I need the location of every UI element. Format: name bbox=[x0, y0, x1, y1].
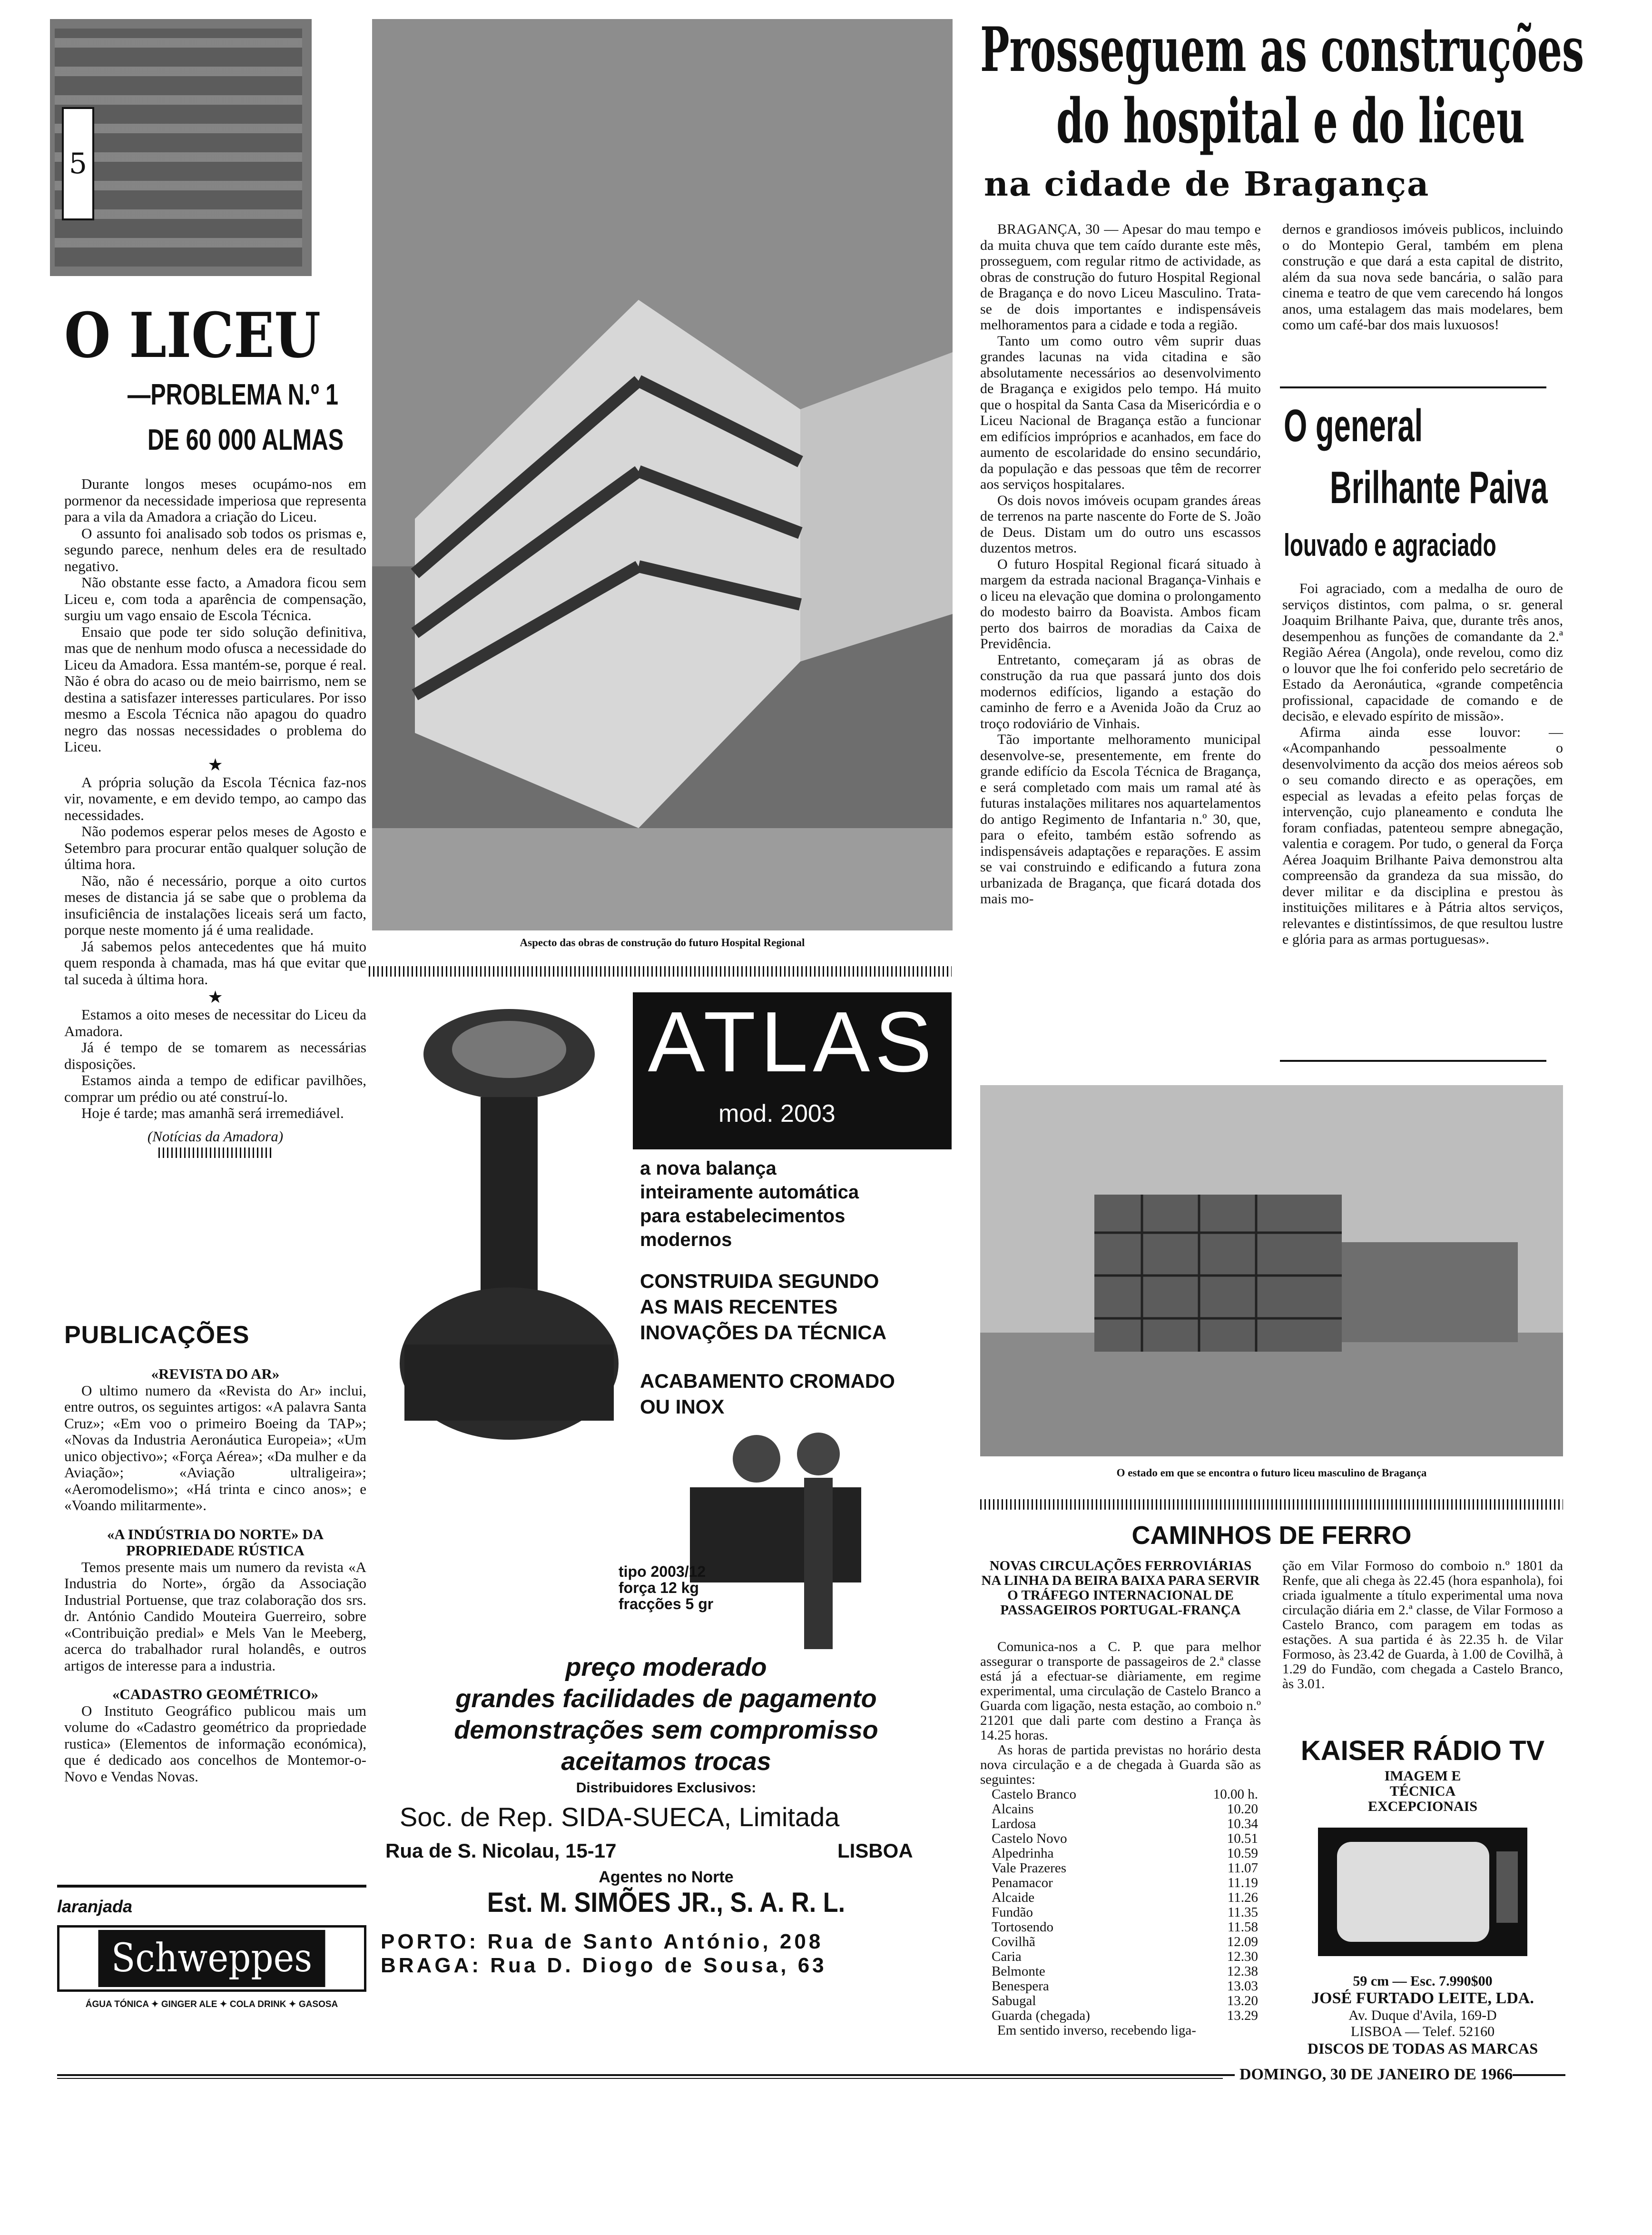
paragraph: BRAGANÇA, 30 — Apesar do mau tempo e da muita chuva que tem caído durante este mês, prosseguem, com regular ritmo de actividade, as obras de construção do futuro Hospital Regional de Bragança e do novo Liceu Masculino. Trata-se de dois importantes e indispensáveis melhoramentos para a cidade e toda a região. bbox=[980, 221, 1261, 333]
paragraph: O futuro Hospital Regional ficará situado à margem da estrada nacional Bragança-Vinhais e o liceu na elevação que domina o prolongamento do modesto bairro da Boavista. Ambos ficam perto dos bairros de moradias da Caixa de Previdência. bbox=[980, 556, 1261, 652]
liceu-subtitle-1: —PROBLEMA N.º 1 bbox=[128, 378, 339, 411]
schedule-row bbox=[992, 1787, 1258, 1802]
publicacoes-items bbox=[64, 1366, 366, 1785]
atlas-lines-1: a nova balança inteiramente automática para estabelecimentos modernos bbox=[640, 1158, 859, 1250]
departure-time: 11.26 bbox=[1227, 1890, 1258, 1905]
station-name: Castelo Novo bbox=[992, 1831, 1067, 1846]
departure-time: 10.20 bbox=[1227, 1801, 1258, 1817]
kaiser-dealer: JOSÉ FURTADO LEITE, LDA. bbox=[1311, 1989, 1534, 2007]
schweppes-ad bbox=[57, 1897, 366, 2058]
paragraph: Tanto um como outro vêm suprir duas grandes lacunas na vida citadina e são absolutamente necessários ao desenvolvimento de Bragança e exigidos pelo tempo. Há muito que o hospital da Santa Casa da Misericórdia e o Liceu Nacional de Bragança estão a funcionar em edifícios impróprios e acanhados, em face do aumento de escolaridade do ensino secundário, da população e das pessoas que têm de recorrer aos serviços hospitalares. bbox=[980, 333, 1261, 492]
general-title-3: louvado e agraciado bbox=[1284, 527, 1496, 563]
paragraph: O assunto foi analisado sob todos os prismas e, segundo parece, nenhum deles era de resultado negativo. bbox=[64, 524, 366, 574]
schedule-row bbox=[992, 1994, 1258, 2008]
kaiser-ad bbox=[1282, 1735, 1563, 2057]
schweppes-logo: Schweppes bbox=[98, 1930, 325, 1987]
schweppes-top-word: laranjada bbox=[57, 1897, 133, 1916]
hospital-photo bbox=[372, 19, 953, 930]
schedule-row bbox=[992, 1935, 1258, 1949]
departure-time: 11.58 bbox=[1227, 1919, 1258, 1935]
masthead-fragment: 5 bbox=[50, 19, 312, 276]
departure-time: 13.29 bbox=[1227, 2008, 1258, 2023]
star-divider: ★ bbox=[207, 988, 223, 1007]
departure-time: 12.30 bbox=[1227, 1949, 1258, 1964]
scale-illustration bbox=[390, 1002, 628, 1478]
kaiser-sub: IMAGEM E TÉCNICA EXCEPCIONAIS bbox=[1367, 1768, 1478, 1814]
paragraph: Comunica-nos a C. P. que para melhor assegurar o transporte de passageiros de 2.ª classe está já a efectuar-se diàriamente, em regime experimental, uma circulação de Castelo Branco a Guarda com ligação, nesta estação, ao comboio n.º 21201 que dali parte com destino a França às 14.25 horas. bbox=[980, 1639, 1261, 1743]
paragraph: Hoje é tarde; mas amanhã será irremediável. bbox=[81, 1105, 344, 1121]
schedule-row bbox=[992, 1949, 1258, 1964]
general-article bbox=[1282, 581, 1563, 948]
departure-time: 10.51 bbox=[1227, 1831, 1258, 1846]
schedule-row bbox=[992, 1890, 1258, 1905]
station-name: Penamacor bbox=[992, 1875, 1053, 1890]
paragraph: A própria solução da Escola Técnica faz-nos vir, novamente, e em devido tempo, ao campo das necessidades. bbox=[64, 773, 366, 823]
paragraph: Estamos ainda a tempo de edificar pavilhões, comprar um prédio ou até construí-lo. bbox=[64, 1072, 366, 1105]
liceu-article-a bbox=[64, 476, 366, 1158]
atlas-distrib-city: LISBOA bbox=[837, 1839, 913, 1862]
station-name: Castelo Branco bbox=[992, 1787, 1076, 1802]
atlas-spec: tipo 2003/12 força 12 kg fracções 5 gr bbox=[619, 1563, 714, 1612]
departure-time: 10.59 bbox=[1227, 1846, 1258, 1861]
caminhos-col1 bbox=[980, 1640, 1261, 2038]
departure-time: 12.38 bbox=[1227, 1964, 1258, 1979]
station-name: Alcaide bbox=[992, 1890, 1035, 1905]
paragraph: Entretanto, começaram já as obras de construção da rua que passará junto dos dois modernos edifícios, ligando a estação do caminho de ferro e a Avenida João da Cruz ao troço rodoviário de Vinhais. bbox=[980, 652, 1261, 732]
hatch-divider bbox=[369, 966, 952, 977]
station-name: Fundão bbox=[992, 1905, 1033, 1920]
item-heading: «CADASTRO GEOMÉTRICO» bbox=[112, 1686, 319, 1702]
departure-time: 13.03 bbox=[1227, 1978, 1258, 1994]
item-heading: «REVISTA DO AR» bbox=[151, 1365, 280, 1382]
atlas-north: Agentes no Norte Est. M. SIMÕES JR., S. A. R. L. PORTO: Rua de Santo António, 208 BRAGA: Rua D. Diogo de Sousa, 63 bbox=[381, 1868, 846, 1977]
paragraph: ção em Vilar Formoso do comboio n.º 1801 da Renfe, que ali chega às 22.45 (hora espanhola), foi criada igualmente a título experimental uma nova circulação diária em 2.ª classe, de Vilar Formoso a Castelo Branco, com paragem em todas as estações. A sua partida é às 22.35 h. de Vilar Formoso, às 23.42 de Guarda, à 1.00 de Covilhã, à 1.29 do Fundão, com chegada a Castelo Branco, às 3.01. bbox=[1282, 1558, 1563, 1691]
hatch-divider bbox=[980, 1499, 1563, 1510]
star-divider: ★ bbox=[207, 755, 223, 774]
atlas-model: mod. 2003 bbox=[718, 1100, 836, 1127]
atlas-brand: ATLAS bbox=[648, 994, 937, 1090]
kaiser-price: 59 cm — Esc. 7.990$00 bbox=[1353, 1973, 1493, 1989]
liceu-photo bbox=[980, 1085, 1563, 1456]
station-name: Alcains bbox=[992, 1801, 1034, 1817]
atlas-distrib-label: Distribuidores Exclusivos: bbox=[576, 1780, 757, 1796]
paragraph: Não podemos esperar pelos meses de Agosto e Setembro para procurar então qualquer solução de última hora. bbox=[64, 823, 366, 872]
paragraph: Já é tempo de se tomarem as necessárias disposições. bbox=[64, 1039, 366, 1072]
publicacoes-title: PUBLICAÇÕES bbox=[64, 1321, 250, 1349]
paragraph: As horas de partida previstas no horário desta nova circulação e a de chegada à Guarda são as seguintes: bbox=[980, 1742, 1261, 1787]
schedule-row bbox=[992, 1920, 1258, 1935]
paragraph: Tão importante melhoramento municipal desenvolve-se, presentemente, em frente do grande edifício da Escola Técnica de Bragança, e será completado com mais um ramal até às futuras instalações militares nos aquartelamentos do antigo Regimento de Infantaria n.º 30, que, para o efeito, também estão sofrendo as indispensáveis adaptações e reparações. E assim se vai construindo e edificando a futura zona urbanizada de Bragança, que ficará dotada dos mais mo- bbox=[980, 732, 1261, 907]
atlas-distrib-addr: Rua de S. Nicolau, 15-17 bbox=[385, 1839, 617, 1862]
liceu-title: O LICEU bbox=[64, 299, 321, 372]
section-rule bbox=[1280, 1060, 1546, 1062]
building-frame bbox=[1094, 1195, 1342, 1352]
liceu-photo-caption: O estado em que se encontra o futuro liceu masculino de Bragança bbox=[1116, 1467, 1427, 1479]
general-title-2: Brilhante Paiva bbox=[1330, 462, 1548, 513]
atlas-offers: preço moderado grandes facilidades de pagamento demonstrações sem compromisso aceitamos trocas bbox=[454, 1653, 878, 1776]
left-column-rule bbox=[57, 1885, 366, 1888]
station-name: Alpedrinha bbox=[992, 1846, 1054, 1861]
caminhos-title: CAMINHOS DE FERRO bbox=[1131, 1521, 1412, 1550]
atlas-lines-3: ACABAMENTO CROMADO OU INOX bbox=[640, 1370, 895, 1418]
paragraph: Estamos a oito meses de necessitar do Liceu da Amadora. bbox=[64, 1006, 366, 1039]
schedule-row bbox=[992, 1831, 1258, 1846]
bragança-article-col1 bbox=[980, 221, 1261, 907]
headline-line-2: do hospital e do liceu bbox=[1056, 86, 1525, 157]
paragraph: Foi agraciado, com a medalha de ouro de serviços distintos, com palma, o sr. general Joaquim Brilhante Paiva, que, durante três anos, desempenhou as funções de comandante da 2.ª Região Aérea (Angola), onde revelou, como diz o louvor que lhe foi conferido pelo secretário de Estado da Aeronáutica, «grande competência profissional, capacidade de comando e de decisão, e elevado espírito de missão». bbox=[1282, 581, 1563, 724]
paragraph: Os dois novos imóveis ocupam grandes áreas de terrenos na parte nascente do Forte de S. João de Deus. Distam um do outro uns escassos duzentos metros. bbox=[980, 492, 1261, 556]
paragraph: Não obstante esse facto, a Amadora ficou sem Liceu e, com toda a aparência de compensação, surgiu um vago ensaio de Escola Técnica. bbox=[64, 574, 366, 623]
departure-time: 12.09 bbox=[1227, 1934, 1258, 1949]
article-source: (Notícias da Amadora) bbox=[147, 1127, 284, 1145]
schedule-row bbox=[992, 2008, 1258, 2023]
departure-time: 10.00 h. bbox=[1213, 1787, 1258, 1802]
departure-time: 10.34 bbox=[1227, 1816, 1258, 1831]
paragraph: dernos e grandiosos imóveis publicos, incluindo o do Montepio Geral, também em plena construção e que dará a esta capital de distrito, além da sua nova sede bancária, o salão para cinema e teatro de que vem carecendo há longos anos, uma estalagem das mais modelares, bem como um café-bar dos mais luxuosos! bbox=[1282, 221, 1563, 333]
paragraph: Em sentido inverso, recebendo liga- bbox=[997, 2023, 1196, 2038]
atlas-distrib-name: Soc. de Rep. SIDA-SUECA, Limitada bbox=[400, 1802, 840, 1832]
atlas-ad bbox=[381, 992, 952, 1904]
kaiser-city: LISBOA — Telef. 52160 bbox=[1350, 2024, 1495, 2039]
headline-line-3: na cidade de Bragança bbox=[984, 164, 1430, 204]
footer-date: DOMINGO, 30 DE JANEIRO DE 1966 bbox=[1235, 2066, 1513, 2084]
schedule-row bbox=[992, 1876, 1258, 1890]
station-name: Sabugal bbox=[992, 1993, 1036, 2008]
station-name: Belmonte bbox=[992, 1964, 1045, 1979]
section-rule bbox=[1280, 386, 1546, 388]
liceu-subtitle-2: DE 60 000 ALMAS bbox=[148, 424, 344, 456]
footer-rule bbox=[57, 2078, 1223, 2079]
paragraph: Não, não é necessário, porque a oito curtos meses de distancia já se sabe que o problema da insuficiência de instalações liceais será um facto, porque neste momento já é uma realidade. bbox=[64, 872, 366, 938]
headline-line-1: Prosseguem as construções bbox=[980, 14, 1584, 86]
station-name: Caria bbox=[992, 1949, 1022, 1964]
train-schedule bbox=[992, 1787, 1258, 2023]
paragraph: Ensaio que pode ter sido solução definitiva, mas que de nenhum modo ofusca a necessidade do Liceu da Amadora. Essa mantém-se, porque é real. Não é obra do acaso ou de meio bairrismo, nem se destina a satisfazer interesses particulares. Por isso mesmo a Escola Técnica não apagou do quadro negro das nossas necessidades o problema do Liceu. bbox=[64, 623, 366, 755]
item-heading: «A INDÚSTRIA DO NORTE» DA PROPRIEDADE RÚSTICA bbox=[107, 1525, 324, 1559]
station-name: Lardosa bbox=[992, 1816, 1036, 1831]
schedule-row bbox=[992, 1802, 1258, 1817]
shop-counter-illustration bbox=[690, 1425, 861, 1649]
paragraph: O Instituto Geográfico publicou mais um volume do «Cadastro geométrico da propriedade rustica» (Elementos de informação económica), que é dedicado aos concelhos de Montemor-o-Novo e Vendas Novas. bbox=[64, 1702, 366, 1785]
departure-time: 11.19 bbox=[1227, 1875, 1258, 1890]
hospital-photo-caption: Aspecto das obras de construção do futuro Hospital Regional bbox=[520, 937, 805, 949]
paragraph: Já sabemos pelos antecedentes que há muito quem responda à chamada, mas há que evitar que tal suceda à última hora. bbox=[64, 938, 366, 988]
departure-time: 11.35 bbox=[1227, 1905, 1258, 1920]
schweppes-tagline: ÁGUA TÓNICA ✦ GINGER ALE ✦ COLA DRINK ✦ GASOSA bbox=[85, 1999, 338, 2009]
paragraph: Durante longos meses ocupámo-nos em pormenor da necessidade imperiosa que representa para a vila da Amadora a criação do Liceu. bbox=[64, 475, 366, 525]
schedule-row bbox=[992, 1846, 1258, 1861]
station-name: Benespera bbox=[992, 1978, 1049, 1994]
paragraph: Afirma ainda esse louvor: — «Acompanhando pessoalmente o desenvolvimento da acção dos meios aéreos sob o seu comando directo e as operações, em especial as levadas a efeito pelas forças de intervenção, cujo planeamento e conduta lhe foram confiadas, patenteou sempre abnegação, valentia e coragem. Por tudo, o general da Força Aérea Joaquim Brilhante Paiva demonstrou alta compreensão da grandeza da sua missão, do dever militar e da disciplina e prestou às instituições militares e à Pátria altos serviços, relevantes e distintíssimos, de que resultou lustre e glória para as armas portuguesas». bbox=[1282, 724, 1563, 947]
hatch-divider bbox=[158, 1147, 273, 1158]
station-name: Guarda (chegada) bbox=[992, 2008, 1090, 2023]
schedule-row bbox=[992, 1861, 1258, 1876]
schedule-row bbox=[992, 1817, 1258, 1831]
schedule-row bbox=[992, 1964, 1258, 1979]
caminhos-col2 bbox=[1282, 1559, 1563, 1691]
tv-icon bbox=[1308, 1823, 1537, 1966]
atlas-lines-2: CONSTRUIDA SEGUNDO AS MAIS RECENTES INOVAÇÕES DA TÉCNICA bbox=[640, 1270, 887, 1344]
schedule-row bbox=[992, 1979, 1258, 1994]
paragraph: O ultimo numero da «Revista do Ar» inclui, entre outros, os seguintes artigos: «A palavra Santa Cruz»; «Em voo o primeiro Boeing da TAP»; «Novas da Industria Aeronáutica Europeia»; «Um unico objectivo»; «Força Aérea»; «Da mulher e da Aviação»; «Aviação ultraligeira»; «Aeromodelismo»; «Há trinta e cinco anos»; e «Voando militarmente». bbox=[64, 1382, 366, 1513]
kaiser-slogan: DISCOS DE TODAS AS MARCAS bbox=[1307, 2040, 1538, 2057]
general-title-1: O general bbox=[1284, 400, 1423, 451]
station-name: Tortosendo bbox=[992, 1919, 1054, 1935]
departure-time: 13.20 bbox=[1227, 1993, 1258, 2008]
paragraph: Temos presente mais um numero da revista «A Industria do Norte», órgão da Associação Industrial Portuense, que traz colaboração dos srs. dr. António Candido Mouteira Guerreiro, sobre «Contribuição predial» e Mels Van le Meeberg, acerca do trabalhador rural holandês, e outros artigos de interesse para a industria. bbox=[64, 1558, 366, 1674]
schedule-row bbox=[992, 1905, 1258, 1920]
kaiser-addr: Av. Duque d'Avila, 169-D bbox=[1348, 2008, 1497, 2023]
station-name: Vale Prazeres bbox=[992, 1860, 1066, 1876]
bragança-article-col2 bbox=[1282, 221, 1563, 333]
kaiser-title: KAISER RÁDIO TV bbox=[1300, 1735, 1545, 1766]
station-name: Covilhã bbox=[992, 1934, 1035, 1949]
departure-time: 11.07 bbox=[1227, 1860, 1258, 1876]
caminhos-subhead: NOVAS CIRCULAÇÕES FERROVIÁRIAS NA LINHA DA BEIRA BAIXA PARA SERVIR O TRÁFEGO INTERNACIONAL DE PASSAGEIROS PORTUGAL-FRANÇA bbox=[981, 1558, 1260, 1618]
